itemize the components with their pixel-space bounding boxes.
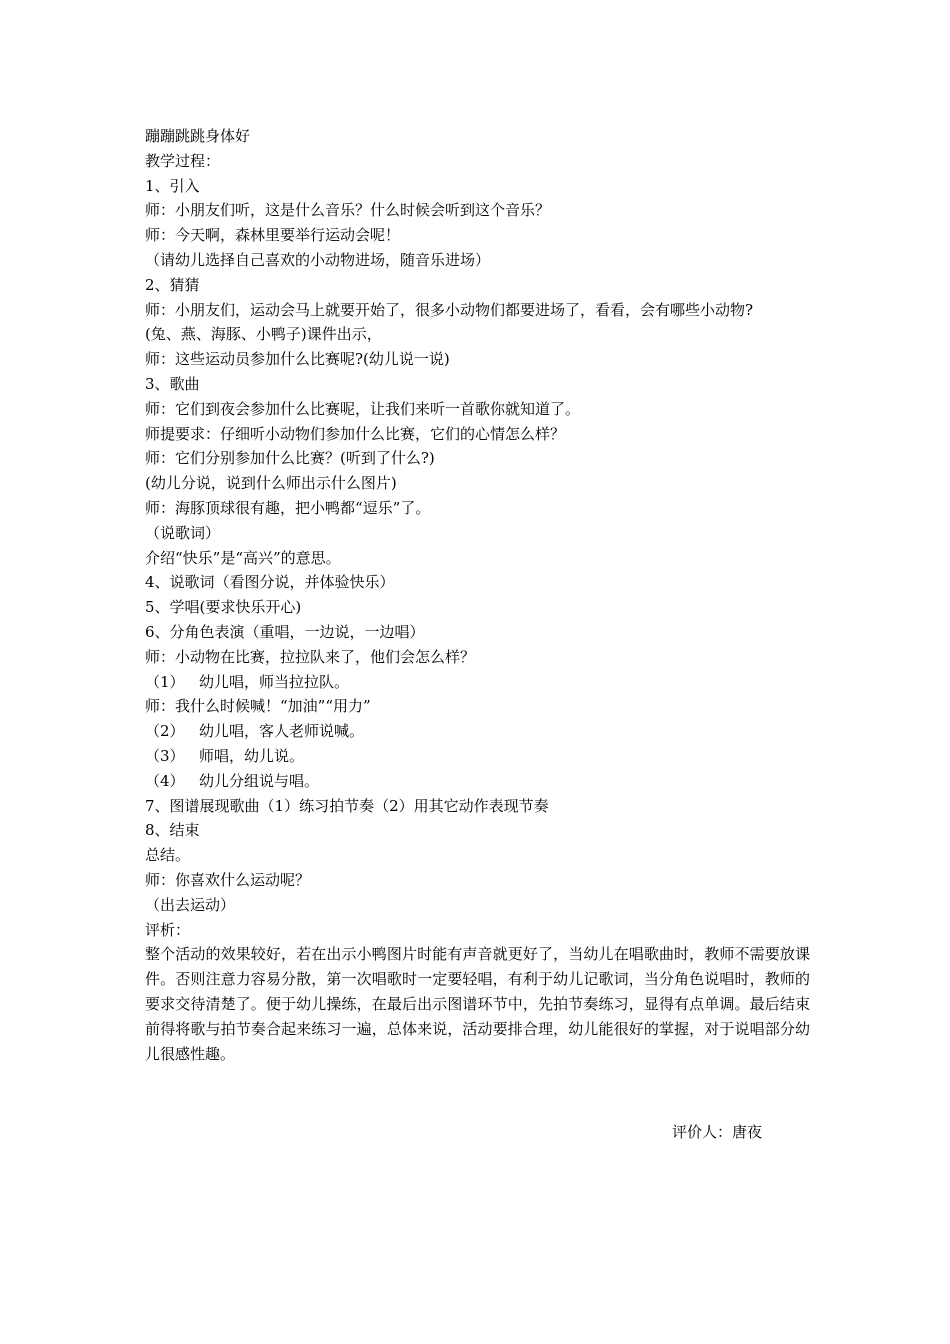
text-line: 介绍“快乐”是“高兴”的意思。 [145,548,341,567]
text-line: 总结。 [145,846,191,865]
text-line: 师：今天啊，森林里要举行运动会呢！ [145,226,401,245]
numbered-item-text: 师唱，幼儿说。 [199,746,305,765]
text-line: 师：我什么时候喊！“加油”“用力” [145,697,371,716]
text-line: （说歌词） [145,523,221,542]
numbered-item [145,670,810,695]
step-heading: 3、歌曲 [145,374,200,393]
step-heading: 6、分角色表演（重唱，一边说，一边唱） [145,622,425,641]
document-title: 蹦蹦跳跳身体好 [145,127,251,145]
step-heading: 1、引入 [145,176,200,195]
text-line: 师：你喜欢什么运动呢？ [145,870,311,889]
numbered-item [145,719,810,744]
numbered-item [145,744,810,769]
text-line: 师：海豚顶球很有趣，把小鸭都“逗乐”了。 [145,498,431,517]
text-line: 师：它们分别参加什么比赛？(听到了什么?) [145,449,435,468]
step-heading: 7、图谱展现歌曲（1）练习拍节奏（2）用其它动作表现节奏 [145,796,549,815]
numbered-item-label: （2） [145,722,185,741]
numbered-item-label: （1） [145,672,185,691]
numbered-item-label: （3） [145,746,185,765]
text-line: 师：它们到夜会参加什么比赛呢，让我们来听一首歌你就知道了。 [145,399,581,418]
numbered-item-label: （4） [145,771,185,790]
text-line: （出去运动） [145,895,236,914]
numbered-item-text: 幼儿唱，客人老师说喊。 [199,722,365,741]
numbered-item [145,769,810,794]
text-line: 师：小朋友们，运动会马上就要开始了，很多小动物们都要进场了，看看，会有哪些小动物? [145,300,754,319]
section-heading: 评析： [145,920,191,939]
text-line: 师提要求：仔细听小动物们参加什么比赛，它们的心情怎么样？ [145,424,566,443]
text-line: 师：小朋友们听，这是什么音乐？什么时候会听到这个音乐？ [145,201,551,220]
step-heading: 5、学唱(要求快乐开心) [145,598,302,617]
text-line: (幼儿分说，说到什么师出示什么图片) [145,474,397,493]
numbered-item-text: 幼儿分组说与唱。 [199,771,320,790]
text-line: 师：小动物在比赛，拉拉队来了，他们会怎么样？ [145,647,476,666]
step-heading: 4、说歌词（看图分说，并体验快乐） [145,573,395,592]
step-heading: 2、猜猜 [145,275,200,294]
document-body [145,124,810,1067]
step-heading: 8、结束 [145,821,200,840]
section-heading: 教学过程： [145,151,221,170]
numbered-item-text: 幼儿唱，师当拉拉队。 [199,672,350,691]
review-paragraph: 整个活动的效果较好，若在出示小鸭图片时能有声音就更好了，当幼儿在唱歌曲时，教师不需要放课件。否则注意力容易分散，第一次唱歌时一定要轻唱，有利于幼儿记歌词，当分角色说唱时，教师的要求交待清楚了。便于幼儿操练，在最后出示图谱环节中，先拍节奏练习，显得有点单调。最后结束前得将歌与拍节奏合起来练习一遍，总体来说，活动要排合理，幼儿能很好的掌握，对于说唱部分幼儿很感性趣。 [145,945,810,1064]
text-line: (兔、燕、海豚、小鸭子)课件出示， [145,325,382,344]
reviewer-signature: 评价人：唐夜 [672,1123,763,1141]
text-line: 师：这些运动员参加什么比赛呢?(幼儿说一说) [145,350,450,369]
text-line: （请幼儿选择自己喜欢的小动物进场，随音乐进场） [145,250,491,269]
